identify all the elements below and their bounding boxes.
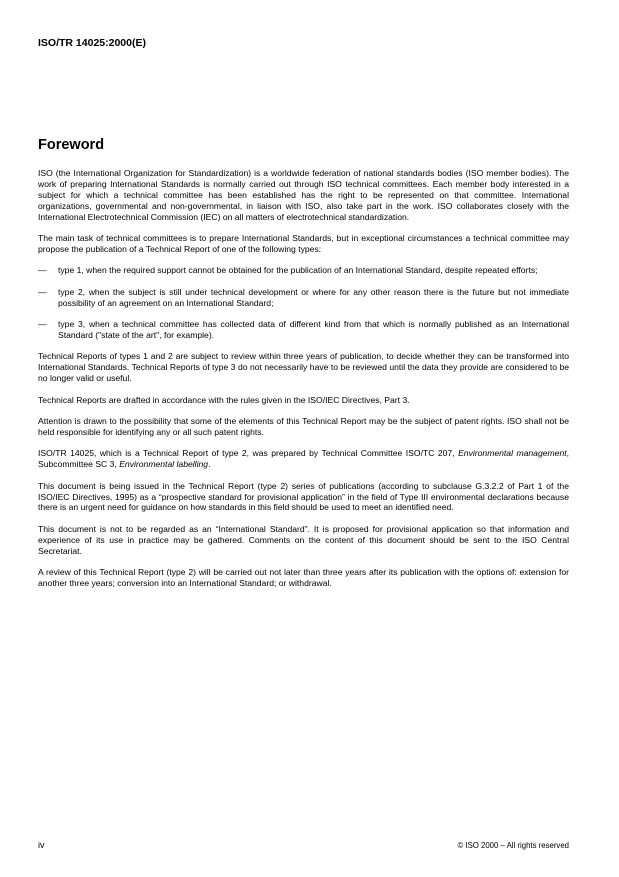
- list-dash: —: [38, 265, 47, 276]
- list-item: [38, 287, 569, 309]
- paragraph-issuance: This document is being issued in the Technical Report (type 2) series of publications (according to subclause G.3.2.2 of Part 1 of the ISO/IEC Directives, 1995) as a “prospective standard for provisional application” in the field of Type III environmental declarations because there is an urgent need for guidance on how standards in this field should be used to meet an identified need.: [38, 480, 569, 513]
- prepared-by-text: ISO/TR 14025, which is a Technical Report of type 2, was prepared by Technical Committee ISO/TC 207,: [38, 448, 459, 459]
- committee-name: Environmental management: [458, 448, 567, 459]
- copyright-notice: © ISO 2000 – All rights reserved: [457, 841, 569, 850]
- paragraph-drafting-rules: Technical Reports are drafted in accordance with the rules given in the ISO/IEC Directives, Part 3.: [38, 394, 410, 405]
- list-item-text: type 2, when the subject is still under technical development or where for any other reason there is the future but not immediate possibility of an agreement on an International Standard;: [58, 286, 569, 308]
- list-item-text: type 3, when a technical committee has collected data of different kind from that which is normally published as an International Standard ("state of the art", for example).: [58, 319, 569, 340]
- paragraph-prepared-by: [38, 448, 569, 470]
- paragraph-iso-intro: ISO (the International Organization for Standardization) is a worldwide federation of national standards bodies (ISO member bodies). The work of preparing International Standards is normally carried out through ISO technical committees. Each member body interested in a subject for which a technical committee has been established has the right to be represented on that committee. International organizations, governmental and non-governmental, in liaison with ISO, also take part in the work. ISO collaborates closely with the International Electrotechnical Commission (IEC) on all matters of electrotechnical standardization.: [38, 168, 569, 222]
- paragraph-not-standard: This document is not to be regarded as an “International Standard”. It is proposed for provisional application so that information and experience of its use in practice may be gathered. Comments on the content of this document should be sent to the ISO Central Secretariat.: [38, 523, 569, 556]
- list-item: [38, 319, 569, 341]
- period: .: [208, 459, 211, 470]
- list-item: [38, 265, 569, 276]
- page-number: iv: [38, 840, 45, 850]
- list-dash: —: [38, 286, 47, 297]
- page-title: Foreword: [38, 137, 105, 153]
- subcommittee-text: , Subcommittee SC 3,: [38, 448, 570, 470]
- paragraph-patent-rights: Attention is drawn to the possibility that some of the elements of this Technical Report may be the subject of patent rights. ISO shall not be held responsible for identifying any or all such patent rights.: [38, 416, 569, 437]
- list-dash: —: [38, 319, 47, 330]
- subcommittee-name: Environmental labelling: [119, 459, 209, 470]
- paragraph-main-task: The main task of technical committees is to prepare International Standards, but in exceptional circumstances a technical committee may propose the publication of a Technical Report of one of the following types:: [38, 233, 569, 254]
- list-item-text: type 1, when the required support cannot be obtained for the publication of an International Standard, despite repeated efforts;: [58, 265, 538, 276]
- paragraph-review: Technical Reports of types 1 and 2 are subject to review within three years of publication, to decide whether they can be transformed into International Standards. Technical Reports of type 3 do not necessarily have to be reviewed until the data they provide are considered to be no longer valid or useful.: [38, 351, 569, 384]
- foreword-body: [38, 168, 569, 599]
- document-id-header: ISO/TR 14025:2000(E): [38, 37, 146, 49]
- paragraph-review-options: A review of this Technical Report (type 2) will be carried out not later than three years after its publication with the options of: extension for another three years; conversion into an International Standard; or withdrawal.: [38, 567, 569, 588]
